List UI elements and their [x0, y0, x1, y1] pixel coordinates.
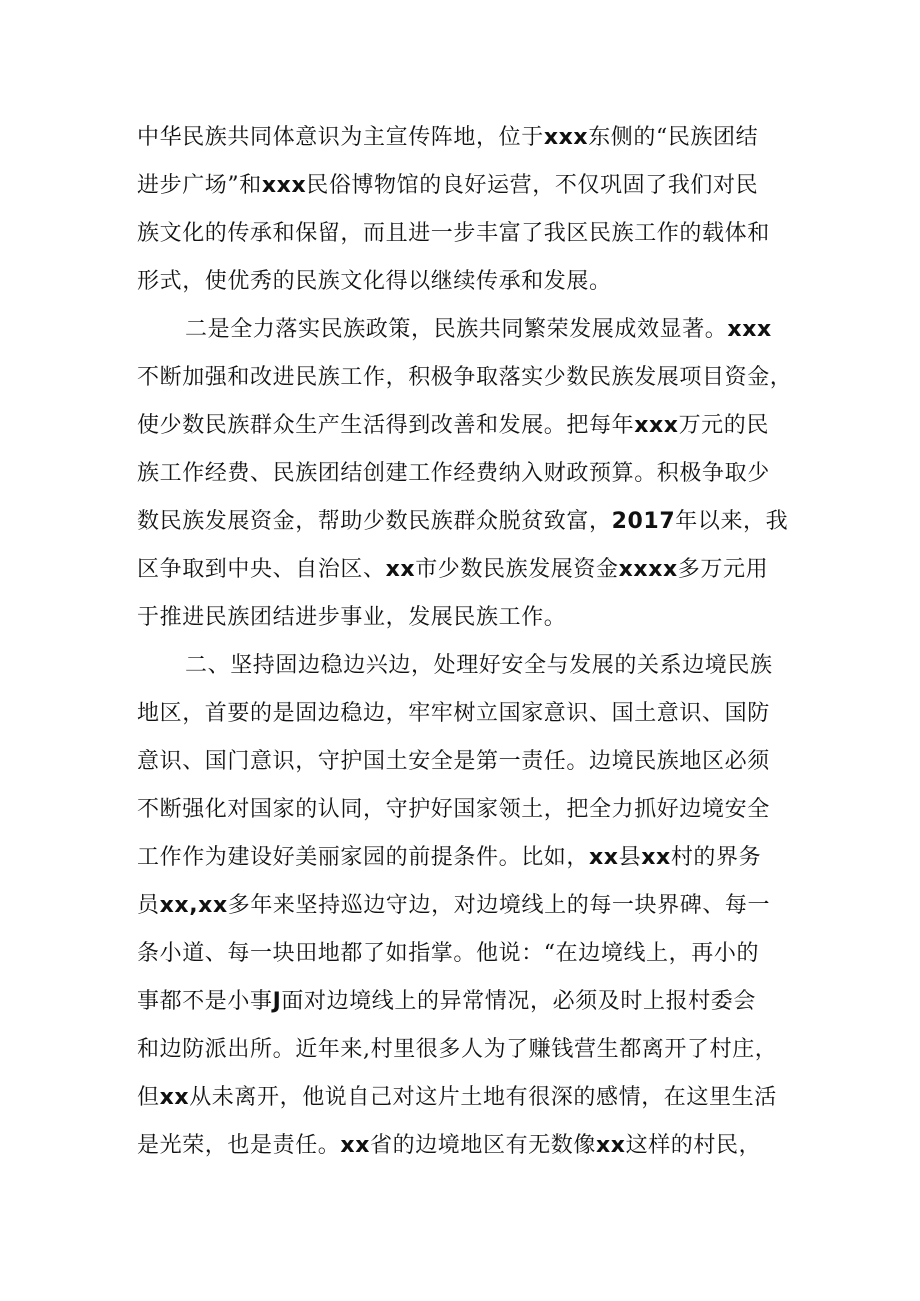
text-line: 二、坚持固边稳边兴边，处理好安全与发展的关系边境民族	[185, 653, 773, 678]
text-line: 数民族发展资金，帮助少数民族群众脱贫致富，2017年以来，我	[137, 509, 789, 534]
text-line: 使少数民族群众生产生活得到改善和发展。把每年xxx万元的民	[137, 413, 769, 438]
text-line: 形式，使优秀的民族文化得以继续传承和发展。	[137, 269, 612, 294]
text-line: 但xx从未离开，他说自己对这片土地有很深的感情，在这里生活	[137, 1085, 777, 1110]
text-line: 不断强化对国家的认同，守护好国家领土，把全力抓好边境安全	[137, 797, 770, 822]
text-line: 于推进民族团结进步事业，发展民族工作。	[137, 605, 567, 630]
text-line: 工作作为建设好美丽家园的前提条件。比如，xx县xx村的界务	[137, 845, 762, 870]
text-line: 族工作经费、民族团结创建工作经费纳入财政预算。积极争取少	[137, 461, 770, 486]
text-line: 员xx,xx多年来坚持巡边守边，对边境线上的每一块界碑、每一	[137, 893, 771, 918]
text-line: 是光荣，也是责任。xx省的边境地区有无数像xx这样的村民，	[137, 1133, 762, 1158]
text-line: 族文化的传承和保留，而且进一步丰富了我区民族工作的载体和	[137, 221, 770, 246]
text-line: 和边防派出所。近年来,村里很多人为了赚钱营生都离开了村庄，	[137, 1037, 778, 1062]
text-line: 地区，首要的是固边稳边，牢牢树立国家意识、国土意识、国防	[137, 701, 770, 726]
text-line: 二是全力落实民族政策，民族共同繁荣发展成效显著。xxx	[185, 317, 772, 342]
text-line: 中华民族共同体意识为主宣传阵地，位于xxx东侧的“民族团结	[137, 125, 759, 150]
text-line: 意识、国门意识，守护国土安全是第一责任。边境民族地区必须	[137, 749, 770, 774]
text-line: 区争取到中央、自治区、xx市少数民族发展资金xxxx多万元用	[137, 557, 769, 582]
text-line: 事都不是小事J面对边境线上的异常情况，必须及时上报村委会	[137, 989, 757, 1014]
text-line: 条小道、每一块田地都了如指掌。他说：“在边境线上，再小的	[137, 941, 760, 966]
body-text	[137, 114, 797, 1170]
text-line: 不断加强和改进民族工作，积极争取落实少数民族发展项目资金，	[137, 365, 793, 390]
text-line: 进步广场”和xxx民俗博物馆的良好运营，不仅巩固了我们对民	[137, 173, 759, 198]
